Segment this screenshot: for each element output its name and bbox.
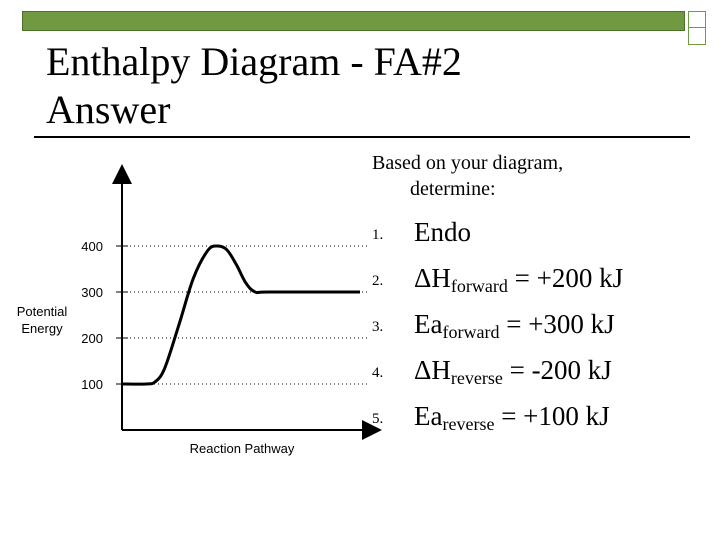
y-tick-label: 200	[81, 331, 103, 346]
answer-item	[372, 350, 692, 396]
answer-main: Endo	[414, 217, 471, 247]
intro-line-2: determine:	[410, 178, 496, 200]
y-tick-label: 300	[81, 285, 103, 300]
answer-main: ΔH	[414, 263, 451, 293]
answer-subscript: forward	[450, 276, 508, 296]
answer-item	[372, 258, 692, 304]
title-line-2: Answer	[46, 87, 171, 132]
intro-line-1: Based on your diagram,	[372, 152, 564, 174]
enthalpy-chart	[0, 160, 400, 470]
slide-title	[46, 38, 666, 134]
y-axis-label-line-2: Energy	[21, 321, 63, 336]
answer-text	[414, 350, 612, 398]
energy-curve	[122, 246, 360, 384]
answer-item	[372, 304, 692, 350]
answer-value: = +200 kJ	[507, 263, 624, 293]
x-axis-label: Reaction Pathway	[189, 441, 295, 456]
answer-subscript: reverse	[442, 414, 495, 434]
answer-item	[372, 396, 692, 442]
corner-square	[688, 27, 706, 45]
answer-number: 4.	[372, 365, 384, 381]
answer-number: 3.	[372, 319, 384, 335]
answer-main: Ea	[414, 401, 443, 431]
answer-text	[414, 396, 610, 444]
top-accent-bar	[22, 11, 685, 31]
answer-text	[414, 212, 471, 260]
y-axis-label-line-1: Potential	[16, 304, 68, 319]
grid-lines	[122, 246, 370, 384]
answer-number: 1.	[372, 227, 384, 243]
answer-list	[372, 212, 692, 442]
y-tick-label: 400	[81, 239, 103, 254]
title-line-1: Enthalpy Diagram - FA#2	[46, 39, 462, 84]
answer-main: Ea	[414, 309, 443, 339]
answer-number: 2.	[372, 273, 384, 289]
answer-text	[414, 258, 623, 306]
answer-number: 5.	[372, 411, 384, 427]
intro-text	[372, 150, 692, 202]
answer-subscript: forward	[442, 322, 500, 342]
answer-value: = +100 kJ	[494, 401, 610, 431]
answer-value: = -200 kJ	[502, 355, 612, 385]
answer-value: = +300 kJ	[499, 309, 615, 339]
title-divider	[34, 136, 690, 138]
y-tick-labels	[81, 239, 128, 392]
y-tick-label: 100	[81, 377, 103, 392]
answer-text	[414, 304, 615, 352]
answer-item	[372, 212, 692, 258]
answer-main: ΔH	[414, 355, 451, 385]
answer-subscript: reverse	[450, 368, 503, 388]
